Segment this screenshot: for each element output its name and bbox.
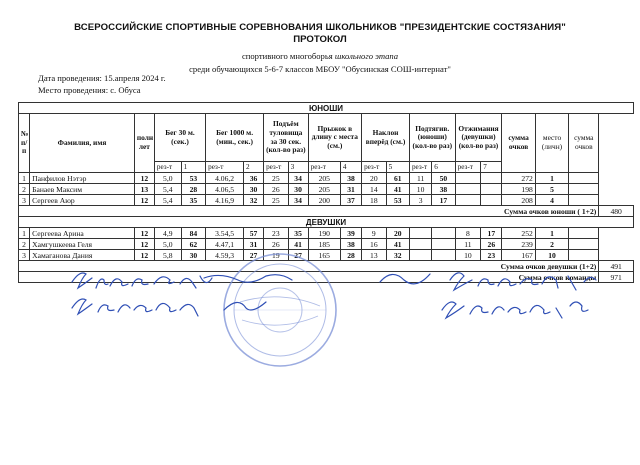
points-cell: 41 (386, 239, 409, 250)
points-cell: 32 (244, 195, 264, 206)
subheader-result: рез-т (206, 162, 244, 173)
result-cell: 16 (362, 239, 387, 250)
result-cell (455, 195, 481, 206)
sum2-cell (569, 195, 599, 206)
points-cell: 53 (386, 195, 409, 206)
athlete-age: 12 (134, 228, 154, 239)
athlete-name: Хамаганова Дания (30, 250, 135, 261)
points-cell: 36 (244, 173, 264, 184)
protocol-subtitle: спортивного многоборья школьного этапа (241, 51, 399, 61)
result-cell (455, 173, 481, 184)
result-cell: 18 (362, 195, 387, 206)
sum2-cell (569, 173, 599, 184)
column-header-pullups: Подтягив. (юноши) (кол-во раз) (409, 114, 455, 162)
subheader-result: рез-т (455, 162, 481, 173)
points-cell: 41 (386, 184, 409, 195)
points-cell: 38 (340, 173, 361, 184)
section-row-boys (19, 103, 634, 114)
column-header-age: полн лет (134, 114, 154, 173)
points-cell: 38 (340, 239, 361, 250)
result-cell: 4.06,2 (206, 173, 244, 184)
points-cell: 57 (244, 228, 264, 239)
points-cell (432, 239, 455, 250)
place-cell: 2 (535, 239, 568, 250)
table-row (19, 184, 634, 195)
column-header-sum2: сумма очков (569, 114, 599, 173)
result-cell: 20 (362, 173, 387, 184)
result-cell: 165 (308, 250, 340, 261)
stage-label: школьного этапа (334, 51, 399, 61)
points-cell (481, 195, 502, 206)
subheader-points: 1 (181, 162, 206, 173)
row-number: 3 (19, 195, 30, 206)
result-cell: 14 (362, 184, 387, 195)
points-cell: 30 (181, 250, 206, 261)
result-cell: 8 (455, 228, 481, 239)
sum-cell: 252 (502, 228, 535, 239)
sum-cell: 167 (502, 250, 535, 261)
sum-cell: 198 (502, 184, 535, 195)
participants-line: среди обучающихся 5-6-7 классов МБОУ "Обусинская СОШ-интернат" (189, 64, 451, 74)
points-cell: 17 (481, 228, 502, 239)
athlete-name: Панфилов Нэтэр (30, 173, 135, 184)
subheader-result: рез-т (362, 162, 387, 173)
sum2-cell (569, 184, 599, 195)
result-cell (409, 228, 431, 239)
place-cell: 10 (535, 250, 568, 261)
result-cell: 13 (362, 250, 387, 261)
result-cell: 5,4 (154, 184, 181, 195)
place-cell: 4 (535, 195, 568, 206)
result-cell: 4.16,9 (206, 195, 244, 206)
result-cell (409, 239, 431, 250)
subheader-points: 4 (340, 162, 361, 173)
column-header-run1000: Бег 1000 м. (мин., сек.) (206, 114, 264, 162)
subheader-result: рез-т (264, 162, 289, 173)
athlete-age: 12 (134, 195, 154, 206)
athlete-name: Сергеева Арина (30, 228, 135, 239)
sum-cell: 272 (502, 173, 535, 184)
points-cell: 35 (181, 195, 206, 206)
points-cell: 37 (340, 195, 361, 206)
column-header-jump: Прыжок в длину с места (см.) (308, 114, 361, 162)
points-cell: 41 (288, 239, 308, 250)
place-cell: 1 (535, 173, 568, 184)
points-cell (432, 228, 455, 239)
subheader-result: рез-т (154, 162, 181, 173)
points-cell: 20 (386, 228, 409, 239)
result-cell: 9 (362, 228, 387, 239)
result-cell: 10 (455, 250, 481, 261)
result-cell: 19 (264, 250, 289, 261)
result-cell: 10 (409, 184, 431, 195)
result-cell: 5,8 (154, 250, 181, 261)
athlete-name: Хамгушкеева Геля (30, 239, 135, 250)
points-cell: 61 (386, 173, 409, 184)
points-cell: 84 (181, 228, 206, 239)
table-row (19, 228, 634, 239)
event-place: Место проведения: с. Обуса (38, 85, 141, 95)
points-cell: 31 (244, 239, 264, 250)
sum-cell: 239 (502, 239, 535, 250)
result-cell: 4,9 (154, 228, 181, 239)
document-header (0, 22, 640, 74)
sum2-cell (569, 228, 599, 239)
girls-total-label: Сумма очков девушки (1+2) (19, 261, 599, 272)
athlete-name: Банаев Максим (30, 184, 135, 195)
points-cell (481, 173, 502, 184)
points-cell: 23 (481, 250, 502, 261)
points-cell: 28 (340, 250, 361, 261)
row-number: 1 (19, 173, 30, 184)
result-cell: 25 (264, 195, 289, 206)
sum2-cell (569, 239, 599, 250)
result-cell: 26 (264, 184, 289, 195)
points-cell: 39 (340, 228, 361, 239)
result-cell: 5,0 (154, 239, 181, 250)
points-cell: 17 (432, 195, 455, 206)
points-cell (432, 250, 455, 261)
column-header-pushups: Отжимания (девушки) (кол-во раз) (455, 114, 502, 162)
points-cell: 27 (244, 250, 264, 261)
sum2-cell (569, 250, 599, 261)
table-row (19, 239, 634, 250)
points-cell: 35 (288, 228, 308, 239)
points-cell: 53 (181, 173, 206, 184)
team-total-label: Сумма очков команды (19, 272, 599, 283)
subheader-points: 2 (244, 162, 264, 173)
total-row-boys (19, 206, 634, 217)
column-header-place: место (личн) (535, 114, 568, 173)
athlete-age: 13 (134, 184, 154, 195)
result-cell: 26 (264, 239, 289, 250)
points-cell: 34 (288, 173, 308, 184)
boys-total-label: Сумма очков юноши ( 1+2) (19, 206, 599, 217)
row-number: 2 (19, 184, 30, 195)
girls-total-value: 491 (599, 261, 634, 272)
section-row-girls (19, 217, 634, 228)
result-cell: 185 (308, 239, 340, 250)
column-header-run30: Бег 30 м. (сек.) (154, 114, 205, 162)
subheader-points: 7 (481, 162, 502, 173)
subheader-points: 6 (432, 162, 455, 173)
points-cell: 31 (340, 184, 361, 195)
points-cell: 34 (288, 195, 308, 206)
place-cell: 1 (535, 228, 568, 239)
result-cell: 5,0 (154, 173, 181, 184)
result-cell: 11 (409, 173, 431, 184)
result-cell: 3.54,5 (206, 228, 244, 239)
points-cell: 27 (288, 250, 308, 261)
row-number: 2 (19, 239, 30, 250)
points-cell: 28 (181, 184, 206, 195)
sum-cell: 208 (502, 195, 535, 206)
points-cell: 50 (432, 173, 455, 184)
place-cell: 5 (535, 184, 568, 195)
result-cell: 4.06,5 (206, 184, 244, 195)
section-title-girls: ДЕВУШКИ (19, 217, 634, 228)
points-cell: 32 (386, 250, 409, 261)
table-row (19, 195, 634, 206)
column-header-situps: Подъём туловища за 30 сек. (кол-во раз) (264, 114, 309, 162)
result-cell: 3 (409, 195, 431, 206)
column-header-num: № п/п (19, 114, 30, 173)
points-cell (481, 184, 502, 195)
points-cell: 30 (288, 184, 308, 195)
protocol-title: ПРОТОКОЛ (293, 34, 347, 45)
points-cell: 26 (481, 239, 502, 250)
column-header-sum: сумма очков (502, 114, 535, 173)
result-cell: 200 (308, 195, 340, 206)
signatures-block (70, 268, 630, 338)
header-row (19, 114, 634, 162)
result-cell (455, 184, 481, 195)
athlete-age: 12 (134, 239, 154, 250)
boys-total-value: 480 (599, 206, 634, 217)
section-title-boys: ЮНОШИ (19, 103, 634, 114)
points-cell: 38 (432, 184, 455, 195)
document-title: ВСЕРОССИЙСКИЕ СПОРТИВНЫЕ СОРЕВНОВАНИЯ ШКОЛЬНИКОВ "ПРЕЗИДЕНТСКИЕ СОСТЯЗАНИЯ" (74, 22, 566, 33)
event-date: Дата проведения: 15.апреля 2024 г. (38, 73, 166, 83)
athlete-age: 12 (134, 250, 154, 261)
column-header-name: Фамилия, имя (30, 114, 135, 173)
row-number: 3 (19, 250, 30, 261)
result-cell (409, 250, 431, 261)
result-cell: 205 (308, 173, 340, 184)
table-row (19, 173, 634, 184)
subheader-result: рез-т (308, 162, 340, 173)
row-number: 1 (19, 228, 30, 239)
athlete-name: Сергеев Аюр (30, 195, 135, 206)
subheader-points: 5 (386, 162, 409, 173)
result-cell: 4.47,1 (206, 239, 244, 250)
subheader-result: рез-т (409, 162, 431, 173)
result-cell: 23 (264, 228, 289, 239)
result-cell: 205 (308, 184, 340, 195)
column-header-bend: Наклон вперёд (см.) (362, 114, 410, 162)
athlete-age: 12 (134, 173, 154, 184)
result-cell: 25 (264, 173, 289, 184)
result-cell: 5,4 (154, 195, 181, 206)
points-cell: 30 (244, 184, 264, 195)
result-cell: 11 (455, 239, 481, 250)
result-cell: 4.59,3 (206, 250, 244, 261)
subheader-points: 3 (288, 162, 308, 173)
points-cell: 62 (181, 239, 206, 250)
result-cell: 190 (308, 228, 340, 239)
team-total-value: 971 (599, 272, 634, 283)
